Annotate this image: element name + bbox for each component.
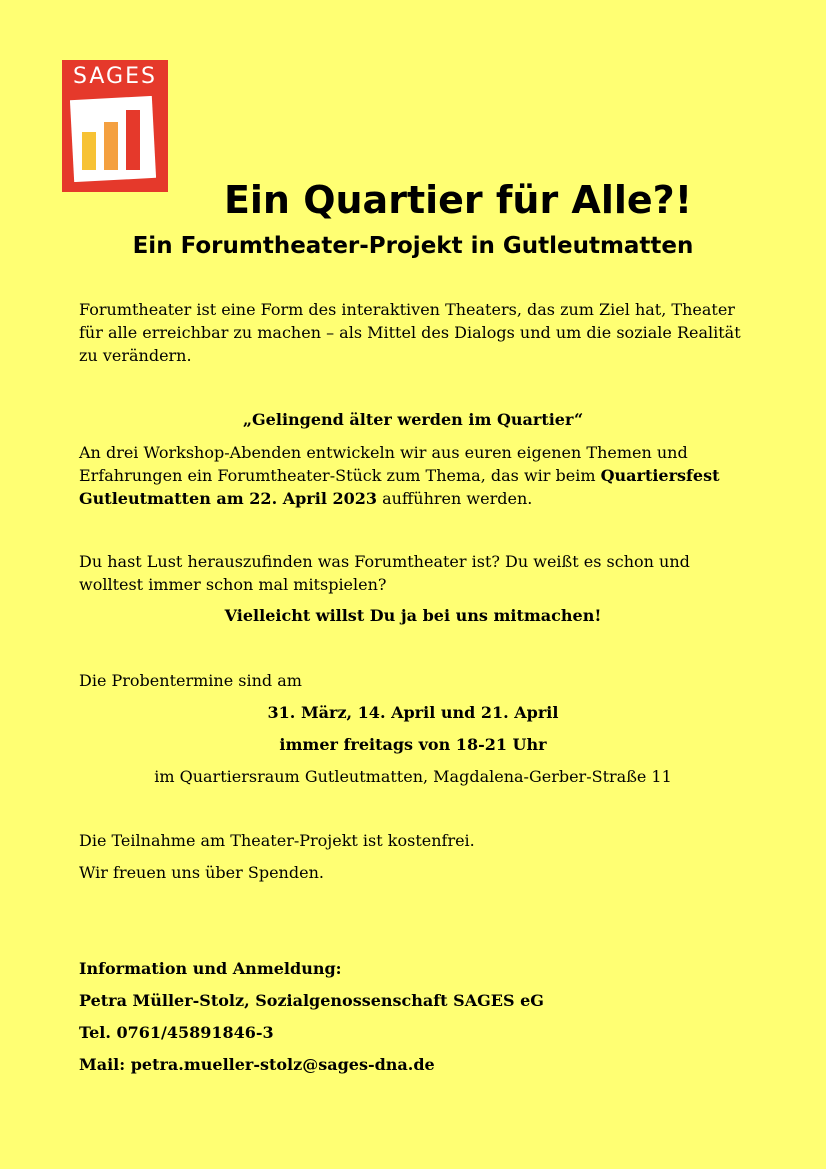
contact-phone: Tel. 0761/45891846-3 [79, 1023, 274, 1042]
fee-line: Die Teilnahme am Theater-Projekt ist kostenfrei. [79, 831, 475, 850]
workshop-paragraph [79, 441, 759, 510]
quartiersfest-highlight: Quartiersfest Gutleutmatten am 22. April 2023 [79, 466, 720, 508]
theme-heading: „Gelingend älter werden im Quartier“ [242, 410, 584, 429]
page-subtitle: Ein Forumtheater-Projekt in Gutleutmatten [132, 233, 694, 259]
donations-line: Wir freuen uns über Spenden. [79, 863, 324, 882]
rehearsal-intro: Die Probentermine sind am [79, 671, 302, 690]
logo-text: SAGES [73, 64, 157, 89]
contact-heading: Information und Anmeldung: [79, 959, 342, 978]
logo-bar-2 [104, 122, 118, 170]
invite-line: Vielleicht willst Du ja bei uns mitmachen! [224, 606, 602, 625]
contact-mail: Mail: petra.mueller-stolz@sages-dna.de [79, 1055, 435, 1074]
contact-name: Petra Müller-Stolz, Sozialgenossenschaft SAGES eG [79, 991, 544, 1010]
page-title: Ein Quartier für Alle?! [223, 178, 693, 222]
rehearsal-location: im Quartiersraum Gutleutmatten, Magdalena-Gerber-Straße 11 [154, 767, 672, 786]
workshop-text-end: aufführen werden. [377, 489, 533, 508]
rehearsal-dates: 31. März, 14. April und 21. April [267, 703, 559, 722]
question-paragraph: Du hast Lust herauszufinden was Forumtheater ist? Du weißt es schon und wolltest immer schon mal mitspielen? [79, 552, 690, 594]
logo-bar-1 [82, 132, 96, 170]
rehearsal-time: immer freitags von 18-21 Uhr [279, 735, 547, 754]
intro-paragraph: Forumtheater ist eine Form des interaktiven Theaters, das zum Ziel hat, Theater für alle erreichbar zu machen – als Mittel des Dialogs und um die soziale Realität zu verändern. [79, 300, 741, 365]
logo-bar-3 [126, 110, 140, 170]
logo-bar-chart-icon [70, 96, 156, 182]
workshop-text: An drei Workshop-Abenden entwickeln wir aus euren eigenen Themen und Erfahrungen ein Forumtheater-Stück zum Thema, das wir beim [79, 443, 688, 485]
sages-logo [62, 60, 168, 192]
